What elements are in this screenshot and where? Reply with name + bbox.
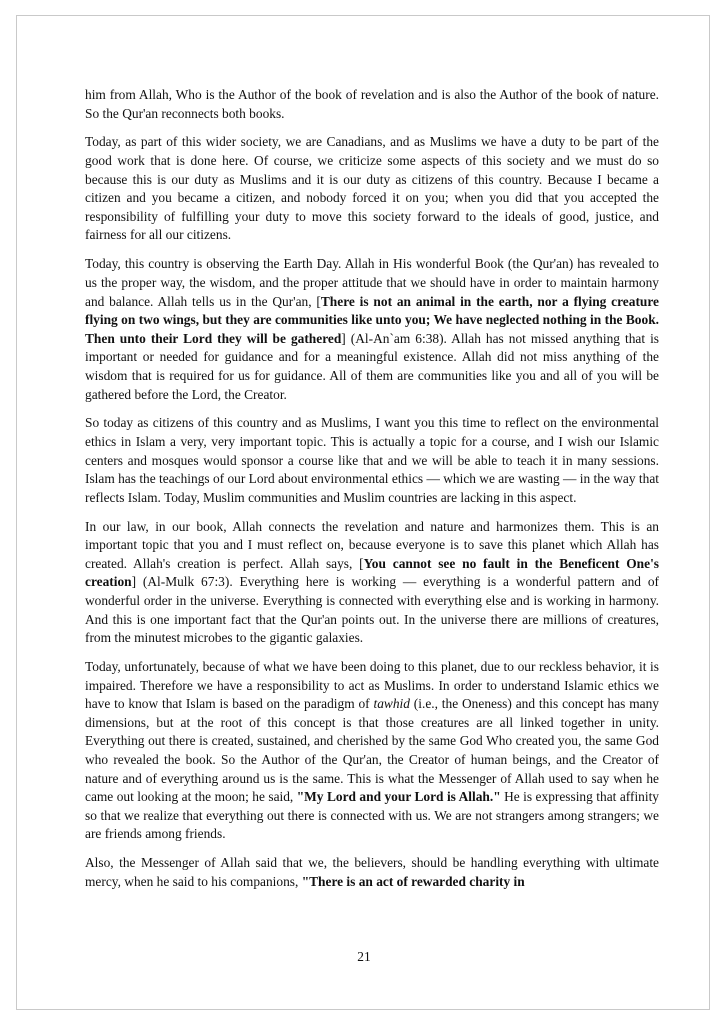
bold-text: There is not an animal in the earth, nor a flying creature flying on two wings, but they are communities like unto you; We have neglected nothing in the Book. Then unto their Lord they will be gathered [85, 293, 659, 346]
text-run: Today, unfortunately, because of what we have been doing to this planet, due to our reckless behavior, it is impaired. Therefore we have a responsibility to act as Muslims. In order to understand Islamic ethics we have to know that Islam is based on the paradigm of [85, 659, 659, 712]
bold-text: "There is an act of rewarded charity in [301, 873, 525, 889]
page-number: 21 [357, 949, 371, 964]
bold-text: "My Lord and your Lord is Allah." [296, 789, 501, 805]
paragraph [85, 86, 659, 123]
paragraph [85, 255, 659, 404]
text-run: He is expressing that affinity so that we realize that everything out there is connected with us. We are not strangers among strangers; we are friends among friends. [85, 789, 659, 842]
text-run: (i.e., the Oneness) and this concept has many dimensions, but at the root of this concept is that those creatures are all linked together in unity. Everything out there is created, sustained, and cherished by the same God Who created you, the same God who revealed the book. So the Author of the Qur'an, the Creator of human beings, and the Creator of nature and of everything around us is the same. This is what the Messenger of Allah used to say when he came out looking at the moon; he said, [85, 696, 659, 805]
italic-text: tawhid [373, 696, 410, 712]
text-run: Today, as part of this wider society, we are Canadians, and as Muslims we have a duty to be part of the good work that is done here. Of course, we criticize some aspects of this society and we must do so because this is our duty as Muslims and it is our duty as citizens of this country. Because I became a citizen and you became a citizen, and nobody forced it on you; when you did that you accepted the responsibility of fulfilling your duty to move this society forward to the ideals of good, justice, and fairness for all our citizens. [85, 134, 659, 243]
text-run: Also, the Messenger of Allah said that we, the believers, should be handling everything with ultimate mercy, when he said to his companions, [85, 855, 659, 889]
paragraph [85, 518, 659, 648]
text-run: In our law, in our book, Allah connects the revelation and nature and harmonizes them. This is an important topic that you and I must reflect on, because everyone is to save this planet which Allah has created. Allah's creation is perfect. Allah says, [ [85, 518, 659, 571]
text-run: ] (Al-An`am 6:38). Allah has not missed anything that is important or needed for guidance and for a meaningful existence. Allah did not miss anything of the wisdom that is required for us for guidance. All of them are communities like you and all of you will be gathered before the Lord, the Creator. [85, 330, 660, 402]
text-run: Today, this country is observing the Earth Day. Allah in His wonderful Book (the Qur'an) has revealed to us the proper way, the wisdom, and the proper attitude that we should have in order to maintain harmony and balance. Allah tells us in the Qur'an, [ [85, 256, 659, 309]
text-run: him from Allah, Who is the Author of the book of revelation and is also the Author of the book of nature. So the Qur'an reconnects both books. [85, 87, 659, 121]
text-run: So today as citizens of this country and as Muslims, I want you this time to reflect on the environmental ethics in Islam a very, very important topic. This is actually a topic for a course, and I wish our Islamic centers and mosques would sponsor a course like that and we will be able to teach it in many sessions. Islam has the teachings of our Lord about environmental ethics — which we are wasting — in the way that reflects Islam. Today, Muslim communities and Muslim countries are lacking in this aspect. [85, 415, 659, 505]
paragraph [85, 414, 659, 507]
bold-text: You cannot see no fault in the Beneficent One's creation [85, 555, 659, 590]
text-run: ] (Al-Mulk 67:3). Everything here is working — everything is a wonderful pattern and of wonderful order in the universe. Everything is connected with everything else and is working in harmony. And this is one important fact that the Qur'an points out. In the universe there are millions of creatures, from the minutest microbes to the gigantic galaxies. [85, 574, 659, 646]
paragraph [85, 133, 659, 245]
document-page [16, 15, 710, 1010]
page-body-text [85, 86, 659, 902]
paragraph [85, 854, 659, 891]
paragraph [85, 658, 659, 844]
